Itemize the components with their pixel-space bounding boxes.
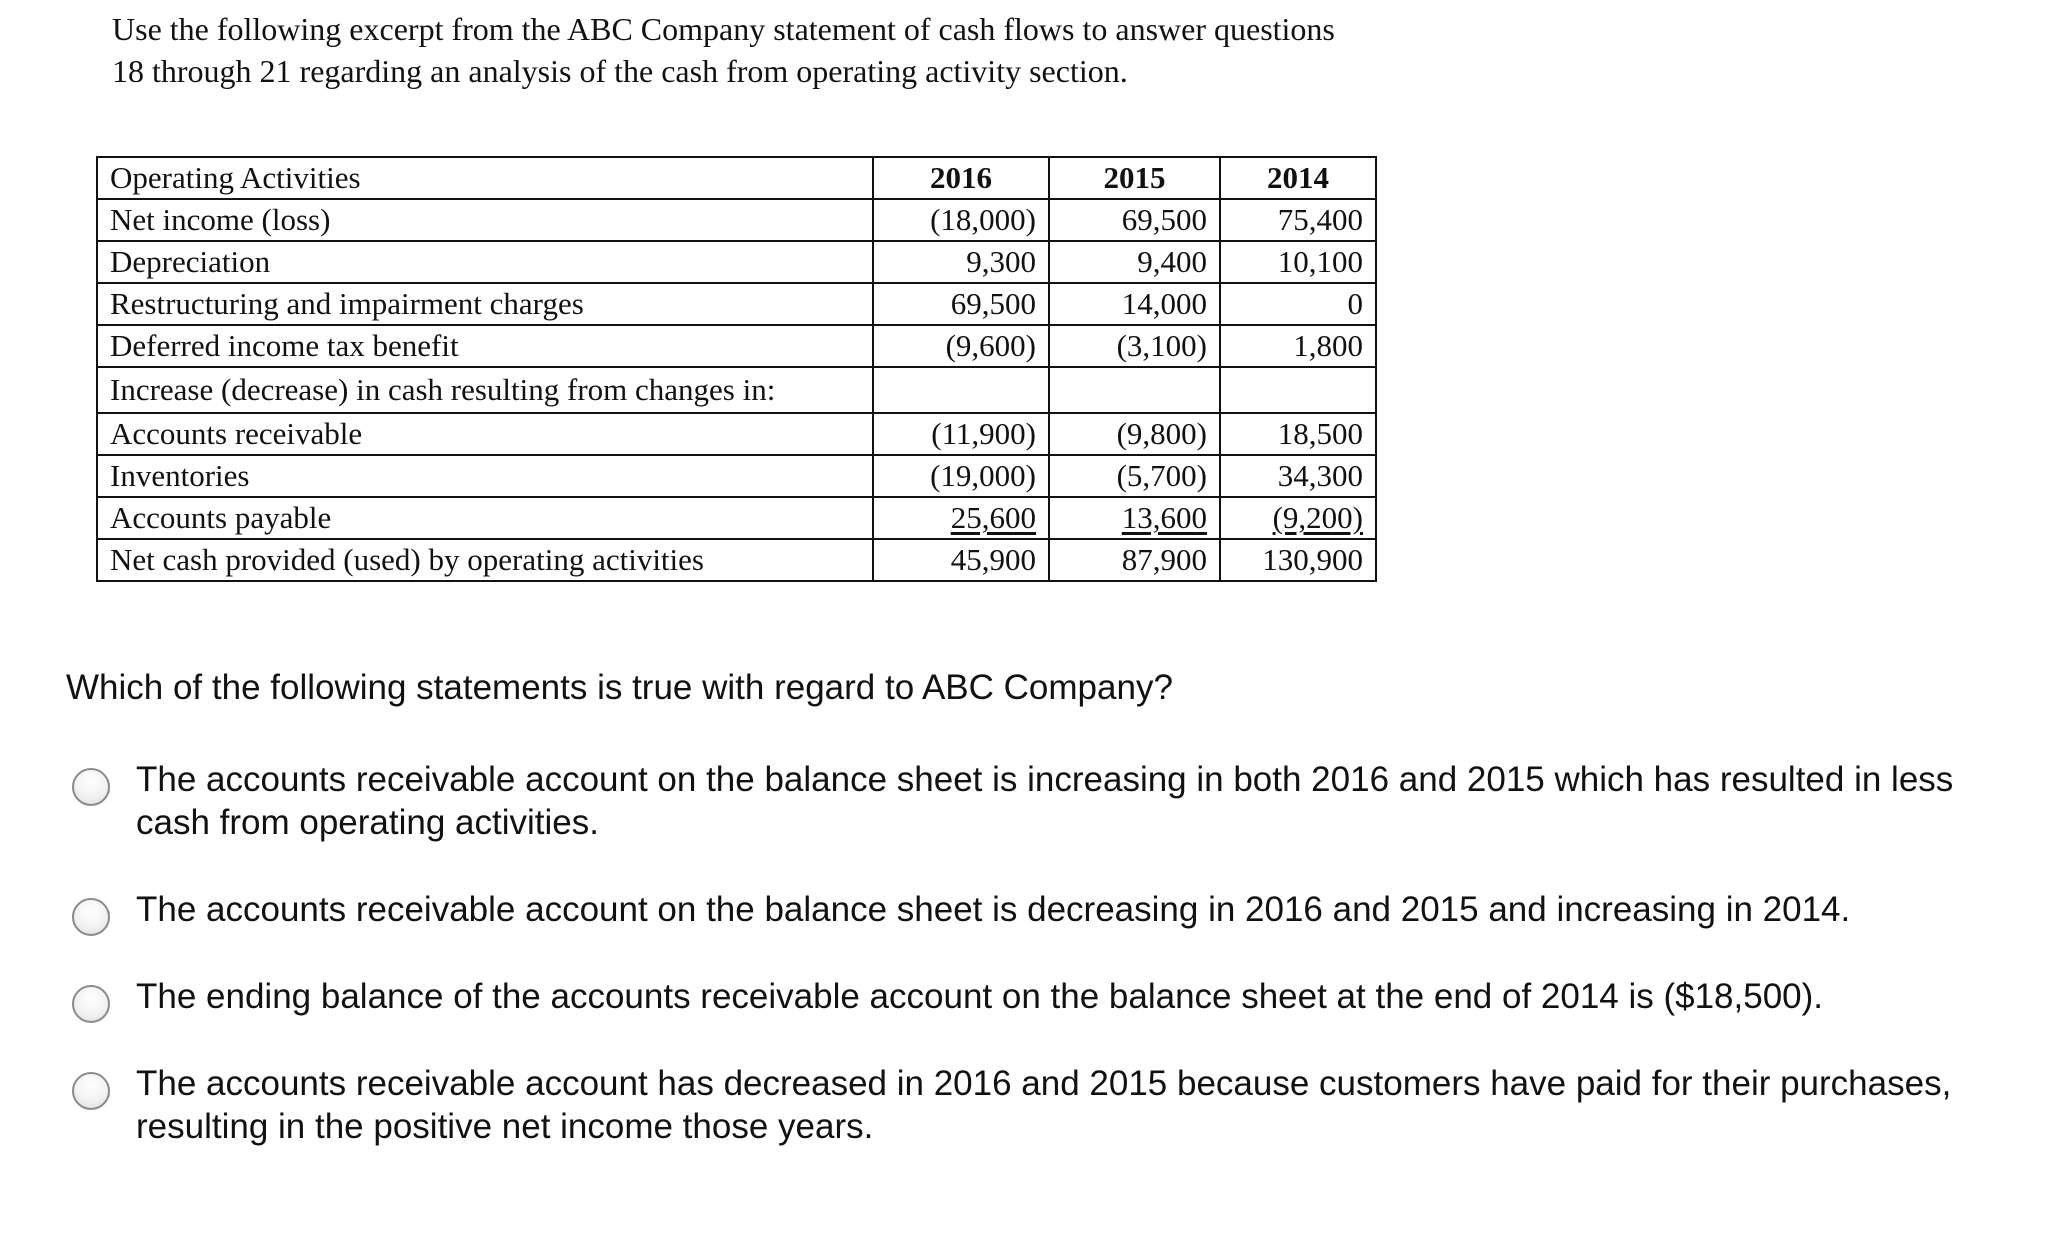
row-label: Inventories — [97, 455, 873, 497]
cell-2015: 14,000 — [1049, 283, 1220, 325]
answer-option-3[interactable] — [72, 975, 2032, 1023]
cell-2015: (9,800) — [1049, 413, 1220, 455]
answer-option-4[interactable] — [72, 1062, 2032, 1148]
underlined-value: (9,200) — [1272, 500, 1363, 535]
cell-2015 — [1049, 367, 1220, 413]
cell-2016 — [873, 367, 1049, 413]
answer-option-text: The accounts receivable account on the balance sheet is decreasing in 2016 and 2015 and increasing in 2014. — [136, 890, 1851, 929]
cell-2014 — [1220, 367, 1376, 413]
answer-option-1[interactable] — [72, 758, 2032, 844]
cell-2016: (18,000) — [873, 199, 1049, 241]
year-header-2016: 2016 — [873, 157, 1049, 199]
cell-2015: (3,100) — [1049, 325, 1220, 367]
operating-activities-header: Operating Activities — [97, 157, 873, 199]
cell-2016 — [873, 497, 1049, 539]
table-row-deferred-tax — [97, 325, 1376, 367]
cash-flow-table — [96, 156, 1377, 582]
cell-2015: 9,400 — [1049, 241, 1220, 283]
row-label: Deferred income tax benefit — [97, 325, 873, 367]
cell-2014 — [1220, 497, 1376, 539]
cell-2014: 75,400 — [1220, 199, 1376, 241]
cell-2016: (19,000) — [873, 455, 1049, 497]
cell-2016: 69,500 — [873, 283, 1049, 325]
cell-2014: 0 — [1220, 283, 1376, 325]
underlined-value: 25,600 — [950, 500, 1036, 535]
cell-2016: (9,600) — [873, 325, 1049, 367]
radio-button[interactable] — [72, 985, 110, 1023]
cell-2014: 1,800 — [1220, 325, 1376, 367]
row-label: Restructuring and impairment charges — [97, 283, 873, 325]
row-label: Net cash provided (used) by operating activities — [97, 539, 873, 581]
cell-2015 — [1049, 497, 1220, 539]
table-row-accounts-receivable — [97, 413, 1376, 455]
instructions-line-1: Use the following excerpt from the ABC Company statement of cash flows to answer questions — [112, 11, 1335, 47]
cell-2015: 87,900 — [1049, 539, 1220, 581]
cell-2014: 130,900 — [1220, 539, 1376, 581]
row-label: Depreciation — [97, 241, 873, 283]
radio-button[interactable] — [72, 768, 110, 806]
table-row-inventories — [97, 455, 1376, 497]
row-label: Accounts payable — [97, 497, 873, 539]
underlined-value: 13,600 — [1121, 500, 1207, 535]
table-row-restructuring — [97, 283, 1376, 325]
cell-2014: 10,100 — [1220, 241, 1376, 283]
row-label: Increase (decrease) in cash resulting from changes in: — [97, 367, 873, 413]
table-row-changes-heading — [97, 367, 1376, 413]
table-row-net-cash — [97, 539, 1376, 581]
table-row-accounts-payable — [97, 497, 1376, 539]
answer-option-text: The accounts receivable account on the balance sheet is increasing in both 2016 and 2015 which has resulted in less cash from operating activities. — [136, 760, 1954, 842]
question-text: Which of the following statements is true with regard to ABC Company? — [66, 668, 1173, 707]
row-label: Accounts receivable — [97, 413, 873, 455]
table-header-row — [97, 157, 1376, 199]
answer-option-2[interactable] — [72, 888, 2032, 936]
cell-2016: 9,300 — [873, 241, 1049, 283]
row-label: Net income (loss) — [97, 199, 873, 241]
radio-button[interactable] — [72, 1072, 110, 1110]
cell-2015: (5,700) — [1049, 455, 1220, 497]
table-row-depreciation — [97, 241, 1376, 283]
year-header-2015: 2015 — [1049, 157, 1220, 199]
table-row-net-income — [97, 199, 1376, 241]
cell-2014: 34,300 — [1220, 455, 1376, 497]
answer-option-text: The accounts receivable account has decreased in 2016 and 2015 because customers have paid for their purchases, resulting in the positive net income those years. — [136, 1064, 1952, 1146]
answer-option-text: The ending balance of the accounts receivable account on the balance sheet at the end of 2014 is ($18,500). — [136, 977, 1824, 1016]
cell-2016: (11,900) — [873, 413, 1049, 455]
year-header-2014: 2014 — [1220, 157, 1376, 199]
instructions — [112, 8, 1335, 92]
cell-2014: 18,500 — [1220, 413, 1376, 455]
cell-2015: 69,500 — [1049, 199, 1220, 241]
radio-button[interactable] — [72, 898, 110, 936]
cell-2016: 45,900 — [873, 539, 1049, 581]
instructions-line-2: 18 through 21 regarding an analysis of the cash from operating activity section. — [112, 53, 1128, 89]
